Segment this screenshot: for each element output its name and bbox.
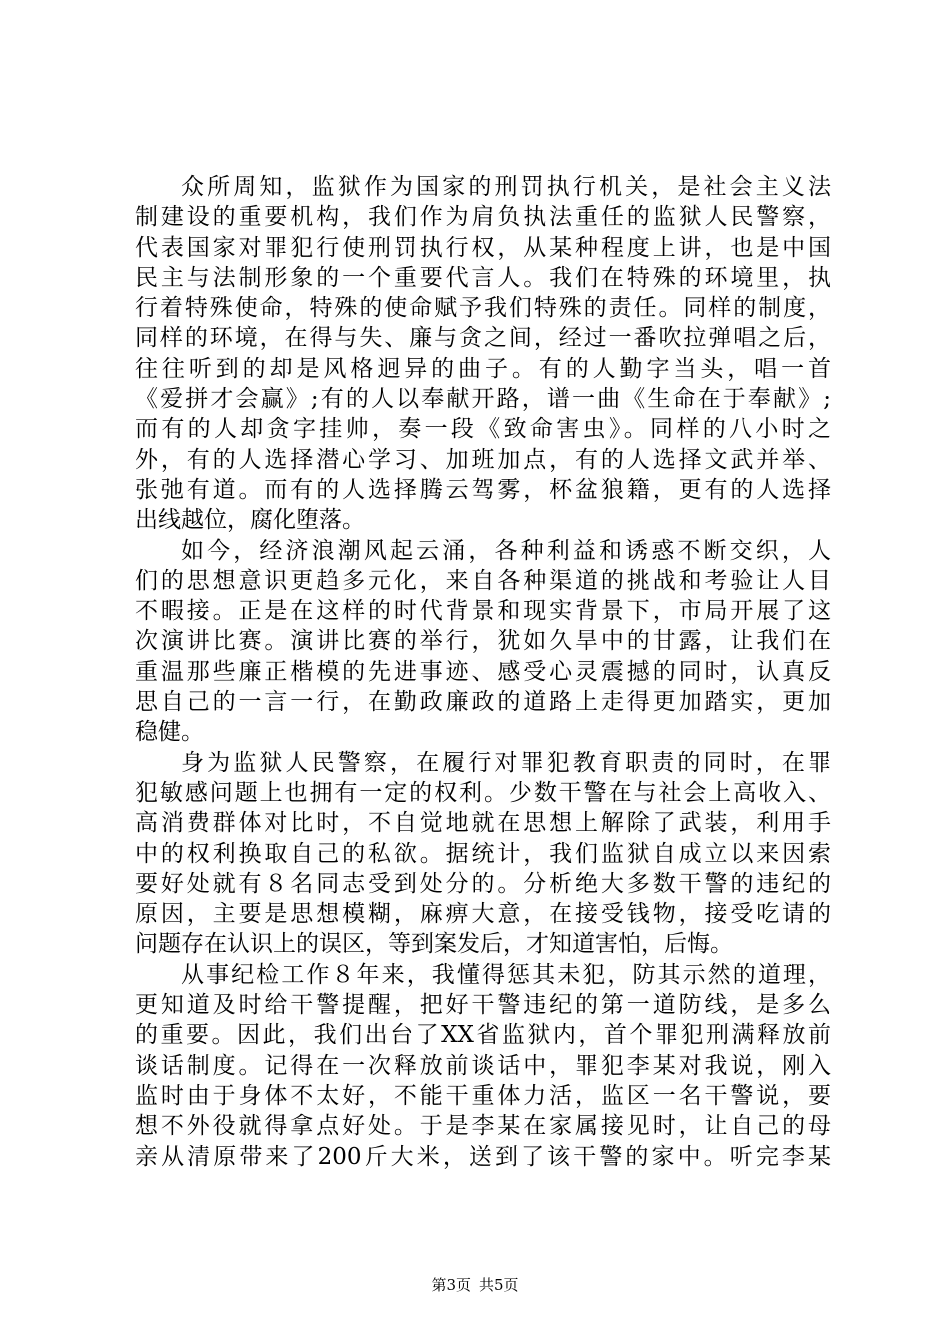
text-line: 思自己的一言一行，在勤政廉政的道路上走得更加踏实，更加: [135, 689, 831, 716]
text-line: 不暇接。正是在这样的时代背景和现实背景下，市局开展了这: [135, 598, 831, 625]
text-line: 《爱拼才会赢》;有的人以奉献开路，谱一曲《生命在于奉献》;: [135, 386, 831, 413]
page-footer: [0, 1275, 950, 1295]
text-line: 同样的环境，在得与失、廉与贪之间，经过一番吹拉弹唱之后，: [135, 325, 831, 352]
text-line: 代表国家对罪犯行使刑罚执行权，从某种程度上讲，也是中国: [135, 234, 831, 261]
document-body: [135, 172, 831, 1172]
text-line: 往往听到的却是风格迥异的曲子。有的人勤字当头，唱一首: [135, 355, 831, 382]
text-line: 们的思想意识更趋多元化，来自各种渠道的挑战和考验让人目: [135, 567, 831, 594]
page-number-current: 第3页: [431, 1276, 471, 1294]
text-line: 中的权利换取自己的私欲。据统计，我们监狱自成立以来因索: [135, 840, 831, 867]
text-line: 行着特殊使命，特殊的使命赋予我们特殊的责任。同样的制度，: [135, 295, 831, 322]
text-line: 出线越位，腐化堕落。: [135, 507, 365, 534]
text-line: 问题存在认识上的误区，等到案发后，才知道害怕，后悔。: [135, 931, 733, 958]
page-number-total: 共5页: [479, 1276, 519, 1294]
text-line: 制建设的重要机构，我们作为肩负执法重任的监狱人民警察，: [135, 204, 831, 231]
text-line: 张弛有道。而有的人选择腾云驾雾，杯盆狼籍，更有的人选择: [135, 476, 831, 503]
text-line: 从事纪检工作８年来，我懂得惩其未犯，防其示然的道理，: [181, 961, 831, 988]
text-line: 要好处就有８名同志受到处分的。分析绝大多数干警的违纪的: [135, 870, 831, 897]
text-line: 众所周知，监狱作为国家的刑罚执行机关，是社会主义法: [181, 174, 831, 200]
text-line: 民主与法制形象的一个重要代言人。我们在特殊的环境里，执: [135, 264, 831, 291]
text-line: 外，有的人选择潜心学习、加班加点，有的人选择文武并举、: [135, 446, 831, 473]
text-line: 想不外役就得拿点好处。于是李某在家属接见时，让自己的母: [135, 1113, 831, 1140]
text-line: 更知道及时给干警提醒，把好干警违纪的第一道防线，是多么: [135, 992, 831, 1019]
text-line: 谈话制度。记得在一次释放前谈话中，罪犯李某对我说，刚入: [135, 1052, 831, 1079]
text-line: 犯敏感问题上也拥有一定的权利。少数干警在与社会上高收入、: [135, 779, 831, 806]
text-line: 重温那些廉正楷模的先进事迹、感受心灵震撼的同时，认真反: [135, 658, 831, 685]
text-line: 如今，经济浪潮风起云涌，各种利益和诱惑不断交织，人: [181, 537, 831, 564]
text-line: 监时由于身体不太好，不能干重体力活，监区一名干警说，要: [135, 1082, 831, 1109]
text-line: 高消费群体对比时，不自觉地就在思想上解除了武装，利用手: [135, 810, 831, 837]
text-line: 的重要。因此，我们出台了XX省监狱内，首个罪犯刑满释放前: [135, 1022, 831, 1049]
text-line: 原因，主要是思想模糊，麻痹大意，在接受钱物，接受吃请的: [135, 901, 831, 928]
text-line: 稳健。: [135, 719, 204, 746]
text-line: 次演讲比赛。演讲比赛的举行，犹如久旱中的甘露，让我们在: [135, 628, 831, 655]
text-line: 而有的人却贪字挂帅，奏一段《致命害虫》。同样的八小时之: [135, 416, 831, 443]
text-line: 亲从清原带来了200斤大米，送到了该干警的家中。听完李某: [135, 1143, 831, 1170]
text-line: 身为监狱人民警察，在履行对罪犯教育职责的同时，在罪: [181, 749, 831, 776]
